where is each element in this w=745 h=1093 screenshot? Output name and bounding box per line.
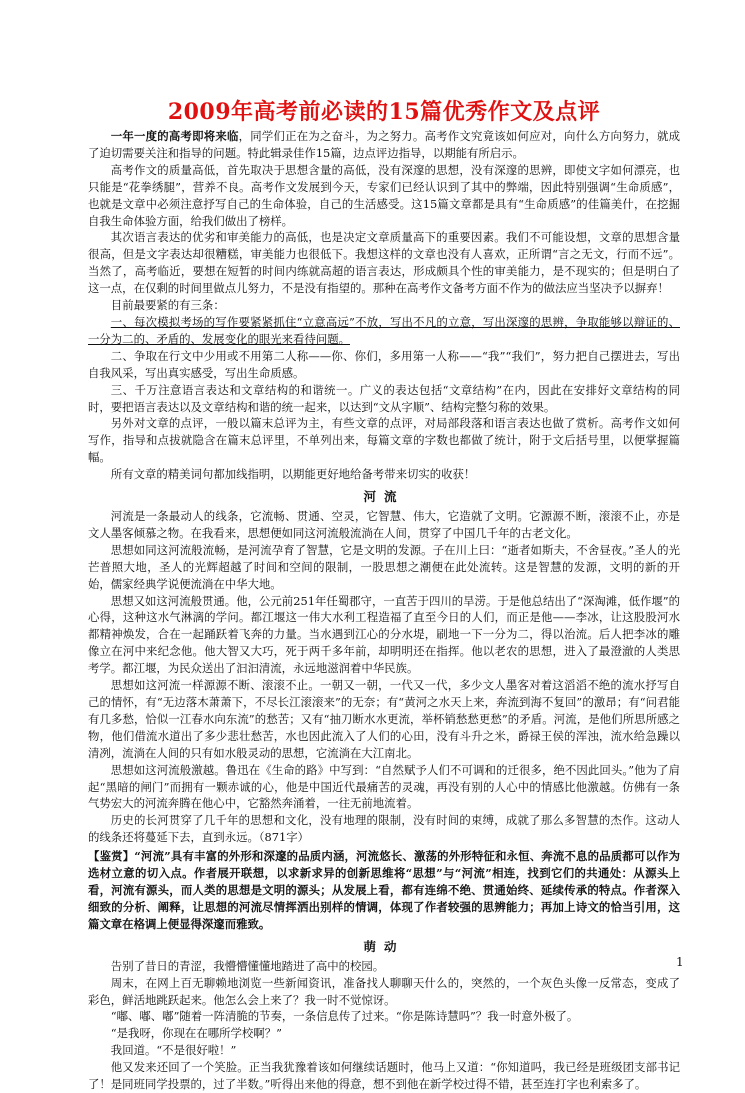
essay1-heading: 河流 (363, 489, 405, 505)
intro-paragraph-8: 另外对文章的点评，一般以篇末总评为主，有些文章的点评，对局部段落和语言表达也做了赏析。高考作文如何写作，指导和点拔就隐含在篇末总评里，不单列出来，每篇文章的字数也都做了统计，附于文后括号里，以便掌握篇幅。 (88, 416, 680, 465)
intro-paragraph-1 (88, 128, 680, 162)
intro-point-2: 二、争取在行文中少用或不用第二人称——你、你们，多用第一人称——“我”“我们”，努力把自己摆进去，写出自我风采，写出真实感受，写出生命质感。 (88, 348, 680, 380)
essay1-paragraph-6: 历史的长河贯穿了几千年的思想和文化，没有地理的限制，没有时间的束缚，成就了那么多智慧的杰作。这动人的线条还将蔓延下去，直到永远。（871字） (88, 813, 680, 845)
essay1-review (88, 848, 680, 933)
intro-point-1: 一、每次模拟考场的写作要紧紧抓住“立意高远”不放，写出不凡的立意，写出深邃的思辨，争取能够以辩证的、一分为二的、矛盾的、发展变化的眼光来看待问题。 (88, 314, 680, 346)
essay2-paragraph-2: 周末，在网上百无聊赖地浏览一些新闻资讯，准备找人聊聊天什么的，突然的，一个灰色头像一反常态，变成了彩色，鲜活地跳跃起来。他怎么会上来了？我一时不觉惊讶。 (88, 975, 680, 1007)
intro-paragraph-2: 高考作文的质量高低，首先取决于思想含量的高低，没有深邃的思想，没有深邃的思辨，即使文字如何漂亮，也只能是“花拳绣腿”，营养不良。高考作文发展到今天，专家们已经认识到了其中的弊端，因此特别强调“生命质感”，也就是文章中必须注意抒写自己的生命体验，自己的生活感受。这15篇文章都是具有“生命质感”的佳篇美什，在挖掘自我生命体验方面，给我们做出了榜样。 (88, 162, 680, 228)
essay2-heading: 萌动 (363, 938, 405, 954)
essay2-paragraph-5: 我回道。“不是很好啦！” (110, 1043, 237, 1058)
essay2-paragraph-6: 他又发来还回了一个笑脸。正当我犹豫着该如何继续话题时，他马上又道：“你知道吗，我已经是班级团支部书记了！是同班同学投票的，过了半数。”听得出来他的得意，想不到他在新学校过得不错，甚至连打字也利索多了。 (88, 1060, 680, 1092)
essay1-paragraph-2: 思想如同这河流般流畅，是河流孕育了智慧，它是文明的发源。子在川上曰：“逝者如斯夫，不舍昼夜。”圣人的光芒普照大地，圣人的光辉超越了时间和空间的限制，一股思想之潮便在此处流转。这是智慧的发源，文明的新的开始，儒家经典学说便流淌在中华大地。 (88, 542, 680, 591)
essay1-paragraph-4: 思想如这河流一样源源不断、滚滚不止。一朝又一朝，一代又一代，多少文人墨客对着这滔滔不绝的流水抒写自己的情怀，有“无边落木萧萧下，不尽长江滚滚来”的无奈；有“黄河之水天上来，奔流到海不复回”的激昂；有“问君能有几多愁，恰似一江春水向东流”的愁苦；又有“抽刀断水水更流，举杯销愁愁更愁”的矛盾。河流，是他们所思所感之物，他们借流水道出了多少悲壮愁苦，水也因此流入了人们的心田，没有斗升之米，爵禄王侯的浑浊，流水给急躁以清冽，流淌在人间的只有如水般灵动的思想，它流淌在大江南北。 (88, 678, 680, 760)
document-page (88, 98, 680, 1093)
page-title: 2009年高考前必读的15篇优秀作文及点评 (167, 99, 601, 125)
intro-point-3: 三、千万注意语言表达和文章结构的和谐统一。广义的表达包括“文章结构”在内，因此在安排好文章结构的同时，要把语言表达以及文章结构和谐的统一起来，以达到“文从字顺”、结构完整匀称的效果。 (88, 382, 680, 414)
essay2-paragraph-3: “嘟、嘟、嘟”随着一阵清脆的节奏，一条信息传了过来。“你是陈诗慧吗”？我一时意外极了。 (110, 1009, 579, 1024)
intro-text-1: ，同学们正在为之奋斗，为之努力。高考作文究竟该如何应对，向什么方向努力，就成了迫切需要关注和指导的问题。特此辑录佳作15篇，边点评边指导，以期能有所启示。 (88, 129, 680, 160)
essay1-paragraph-3: 思想又如这河流般贯通。他，公元前251年任蜀郡守，一直苦于四川的旱涝。于是他总结出了“深淘滩，低作堰”的心得，这种这水气淋漓的学问。都江堰这一伟大水利工程造福了直至今日的人们，而正是他——李冰，让这股股河水都精神焕发，合在一起踊跃着飞奔的力量。当水遇到江心的分水堤，刷地一下一分为二，得以治流。后人把李冰的雕像立在河中来纪念他。他大智又大巧，死于两千多年前，却明明还在指挥。他以老农的思想，进入了最澄澈的人类思考学。都江堰，为民众送出了汩汩清流，永远地滋润着中华民族。 (88, 593, 680, 676)
intro-paragraph-3: 其次语言表达的优劣和审美能力的高低，也是决定文章质量高下的重要因素。我们不可能设想，文章的思想含量很高，但是文字表达却很糟糕，审美能力也很低下。我想这样的文章也没有人喜欢，正所谓“言之无文，行而不远”。当然了，高考临近，要想在短暂的时间内练就高超的语言表达，形成颇具个性的审美能力，是不现实的；但是明白了这一点，在仅剩的时间里做点儿努力，不是没有指望的。那种在高考作文备考方面不作为的做法应当坚决予以摒弃！ (88, 230, 680, 296)
essay2-paragraph-4: “是我呀，你现在在哪所学校啊？” (110, 1026, 282, 1041)
essay1-paragraph-5: 思想如这河流般激越。鲁迅在《生命的路》中写到：“自然赋予人们不可调和的迁很多，绝不因此回头。”他为了肩起“黑暗的闸门”而拥有一颗赤诚的心，他是中国近代最痛苦的灵魂，再没有别的人心中的情感比他激越。仿佛有一条气势宏大的河流奔腾在他心中，它豁然奔涌着，一往无前地流着。 (88, 762, 680, 811)
intro-lead: 一年一度的高考即将来临 (110, 129, 239, 143)
page-number: 1 (676, 955, 684, 969)
intro-paragraph-9: 所有文章的精美词句都加线指明，以期能更好地给备考带来切实的收获！ (110, 467, 476, 482)
intro-paragraph-4: 目前最要紧的有三条： (110, 298, 225, 313)
review-label: 【鉴赏】 (88, 849, 135, 864)
essay1-paragraph-1: 河流是一条最动人的线条，它流畅、贯通、空灵，它智慧、伟大，它造就了文明。它源源不断，滚滚不止，亦是文人墨客倾慕之物。在我看来，思想便如同这河流般流淌在人间，贯穿了中国几千年的古老文化。 (88, 509, 680, 540)
review-text: “河流”具有丰富的外形和深邃的品质内涵，河流悠长、激荡的外形特征和永恒、奔流不息的品质都可以作为选材立意的切入点。作者展开联想，以求新求异的创新思维将“思想”与“河流”相连，找到它们的共通处：从源头上看，河流有源头，而人类的思想是文明的源头；从发展上看，都有连绵不绝、贯通始终、延续传承的特点。作者深入细致的分析、阐释，让思想的河流尽情挥洒出别样的情调，体现了作者较强的思辨能力；再加上诗文的恰当引用，这篇文章在格调上便显得深邃而雅致。 (88, 849, 680, 931)
essay2-paragraph-1: 告别了昔日的青涩，我懵懵懂懂地踏进了高中的校园。 (110, 958, 385, 973)
